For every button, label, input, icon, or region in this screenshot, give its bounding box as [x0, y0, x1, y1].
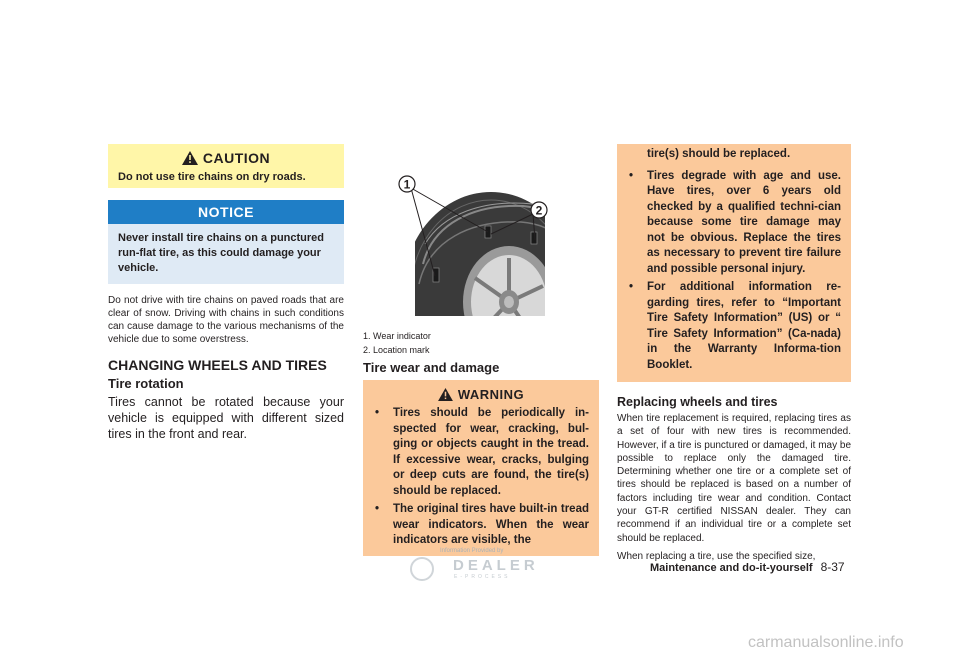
- caption-location-mark: 2. Location mark: [363, 344, 430, 355]
- tire-illustration: [363, 144, 599, 324]
- page-footer: [650, 560, 845, 574]
- watermark: carmanualsonline.info: [748, 634, 904, 651]
- page-number: 8-37: [820, 560, 845, 574]
- figure-captions: [363, 330, 599, 357]
- warning-header: [373, 387, 589, 402]
- dealer-provided-text: Information Provided by: [440, 548, 504, 554]
- subsection-heading: Tire rotation: [108, 375, 184, 391]
- dealer-eprocess-logo: [410, 548, 545, 584]
- caution-title: CAUTION: [202, 150, 271, 166]
- warning-triangle-icon: [438, 388, 453, 401]
- warning-item-age: • Tires degrade with age and use. Have tires, over 6 years old checked by a qualified techni-cian because some tire damage may not be obvious. Replace the tires as necessary to prevent tire failure and possible personal injury.: [629, 169, 841, 275]
- caution-header: [118, 150, 334, 166]
- warning-list-continued: [627, 169, 841, 374]
- callout-1-label: 1: [403, 177, 411, 192]
- caption-wear-indicator: 1. Wear indicator: [363, 331, 431, 341]
- warning-continued-text: tire(s) should be replaced.: [647, 148, 791, 160]
- notice-text: Never install tire chains on a punctured run-flat tire, as this could damage your vehicle.: [118, 232, 324, 274]
- bullet: •: [629, 281, 634, 293]
- caution-box: [108, 144, 344, 188]
- bullet: •: [375, 407, 380, 419]
- dealer-logo-text: DEALER: [453, 557, 539, 574]
- tire-drawing: [363, 144, 599, 324]
- warning-box: [363, 380, 599, 556]
- warning-box-continued: [617, 144, 851, 382]
- callout-2: [531, 202, 547, 218]
- footer-section: Maintenance and do-it-yourself: [650, 562, 813, 574]
- warning-triangle-icon: [182, 151, 198, 165]
- warning-list: [373, 406, 589, 549]
- bullet: •: [629, 169, 634, 182]
- callout-2-label: 2: [535, 203, 543, 218]
- dealer-sub-text: E-PROCESS: [454, 574, 511, 580]
- section-heading: CHANGING WHEELS AND TIRES: [108, 356, 327, 373]
- chains-paragraph: Do not drive with tire chains on paved roads that are clear of snow. Driving with chains in such conditions can cause damage to the various mechanisms of the vehicle due to some overstress.: [108, 294, 344, 346]
- notice-box: [108, 200, 344, 284]
- column-left: [108, 144, 344, 442]
- warning-item-indicators: • The original tires have built-in tread wear indicators. When the wear indicators are visible, the: [375, 503, 589, 546]
- replacing-heading: Replacing wheels and tires: [617, 395, 778, 409]
- warning-item-info: • For additional information re-garding tires, refer to “Important Tire Safety Information” (US) or “ Tire Safety Information” (Ca-nada) in the Warranty Informa-tion Booklet.: [629, 281, 841, 371]
- replacing-paragraph: When tire replacement is required, replacing tires as a set of four with new tires is recommended. However, if a tire is punctured or damaged, it may be possible to replace only the damaged tire. Determining whether one tire or a complete set of tires should be replaced is based on a number of factors including tire wear and condition. Contact your GT-R certified NISSAN dealer. They can recommend if an individual tire or a complete set should be replaced.: [617, 413, 852, 544]
- callout-1: [399, 176, 415, 192]
- caution-text: Do not use tire chains on dry roads.: [118, 171, 306, 183]
- warning-item-inspect: • Tires should be periodically in-spected for wear, cracking, bul-ging or objects caught in the tread. If excessive wear, cracks, bulging or deep cuts are found, the tire(s) should be replaced.: [375, 407, 589, 497]
- rotation-paragraph: Tires cannot be rotated because your vehicle is equipped with different sized tires in the front and rear.: [108, 394, 344, 441]
- column-middle: [363, 144, 599, 556]
- warning-title: WARNING: [457, 387, 525, 402]
- column-right: [617, 144, 851, 563]
- dealer-disc-icon: [410, 557, 434, 581]
- wear-heading: Tire wear and damage: [363, 360, 500, 375]
- notice-title: NOTICE: [108, 200, 344, 224]
- bullet: •: [375, 503, 380, 515]
- replacing-paragraph-2: When replacing a tire, use the specified size,: [617, 550, 816, 562]
